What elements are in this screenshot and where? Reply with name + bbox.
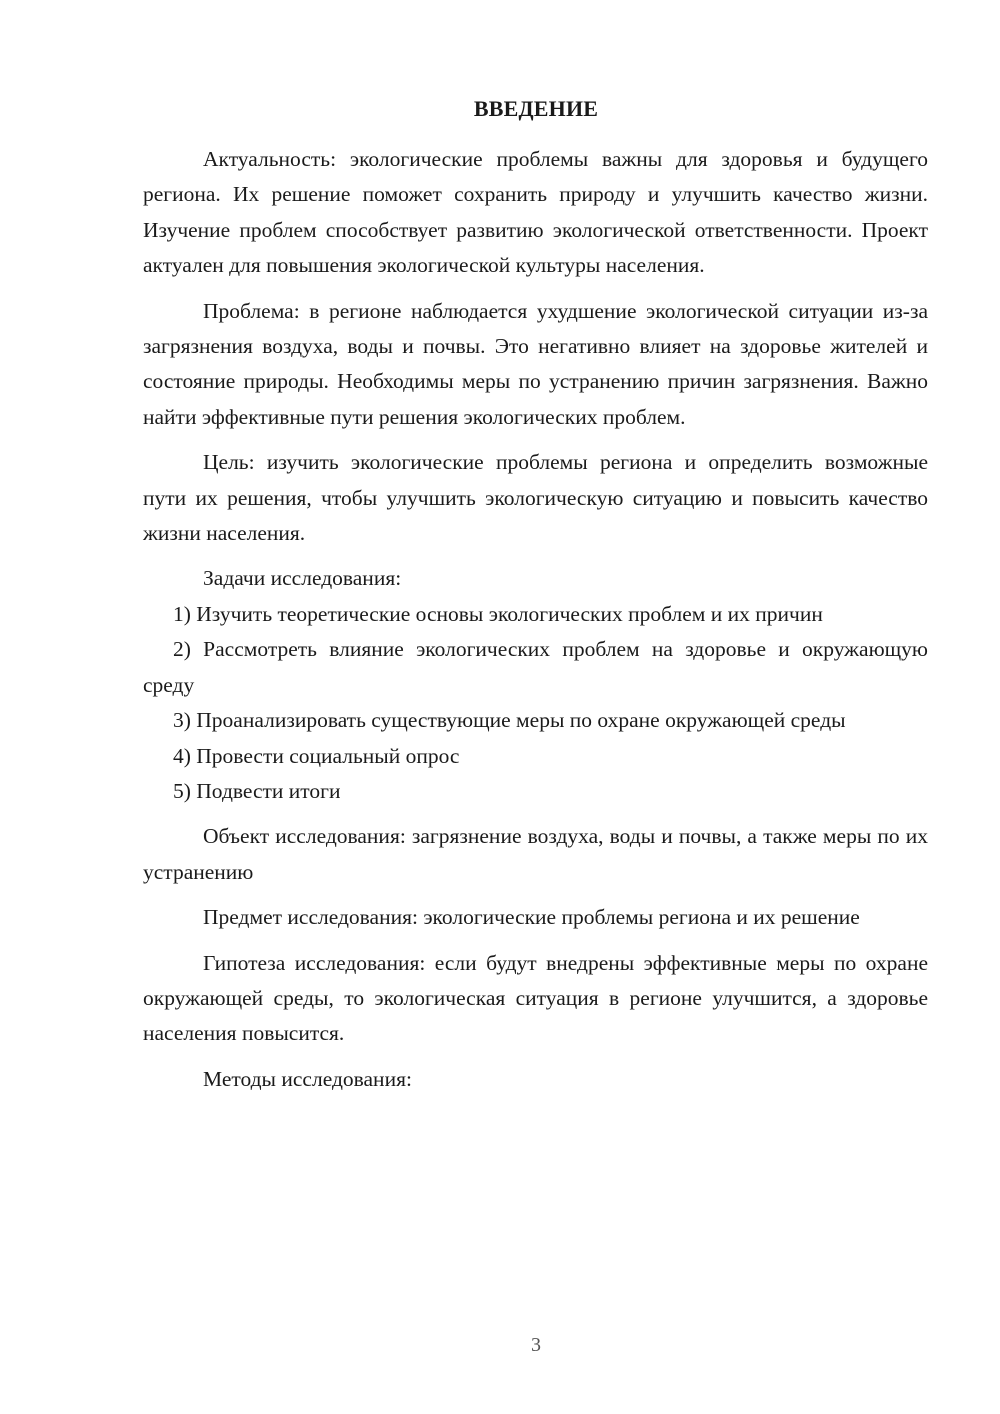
paragraph-goal: Цель: изучить экологические проблемы региона и определить возможные пути их решения, чтобы улучшить экологическую ситуацию и повысить качество жизни населения. [143,450,928,546]
paragraph-subject: Предмет исследования: экологические проблемы региона и их решение [203,905,860,930]
task-item-2: 2) Рассмотреть влияние экологических проблем на здоровье и окружающую среду [143,637,928,697]
document-title: ВВЕДЕНИЕ [473,96,599,121]
paragraph-relevance: Актуальность: экологические проблемы важны для здоровья и будущего региона. Их решение поможет сохранить природу и улучшить качество жизни. Изучение проблем способствует развитию экологической ответственности. Проект актуален для повышения экологической культуры населения. [143,147,928,278]
paragraph-hypothesis: Гипотеза исследования: если будут внедрены эффективные меры по охране окружающей среды, то экологическая ситуация в регионе улучшится, а здоровье населения повысится. [143,950,928,1046]
paragraph-tasks-heading: Задачи исследования: [203,566,402,591]
paragraph-methods: Методы исследования: [203,1066,412,1091]
task-item-5: 5) Подвести итоги [173,778,341,803]
paragraph-object: Объект исследования: загрязнение воздуха, воды и почвы, а также меры по их устранению [143,824,928,884]
task-item-1: 1) Изучить теоретические основы экологических проблем и их причин [173,601,823,626]
document-body [143,142,928,1097]
page-number: 3 [531,1334,541,1356]
paragraph-problem: Проблема: в регионе наблюдается ухудшение экологической ситуации из-за загрязнения воздуха, воды и почвы. Это негативно влияет на здоровье жителей и состояние природы. Необходимы меры по устранению причин загрязнения. Важно найти эффективные пути решения экологических проблем. [143,298,928,429]
task-item-3: 3) Проанализировать существующие меры по охране окружающей среды [173,708,846,733]
task-item-4: 4) Провести социальный опрос [173,743,460,768]
